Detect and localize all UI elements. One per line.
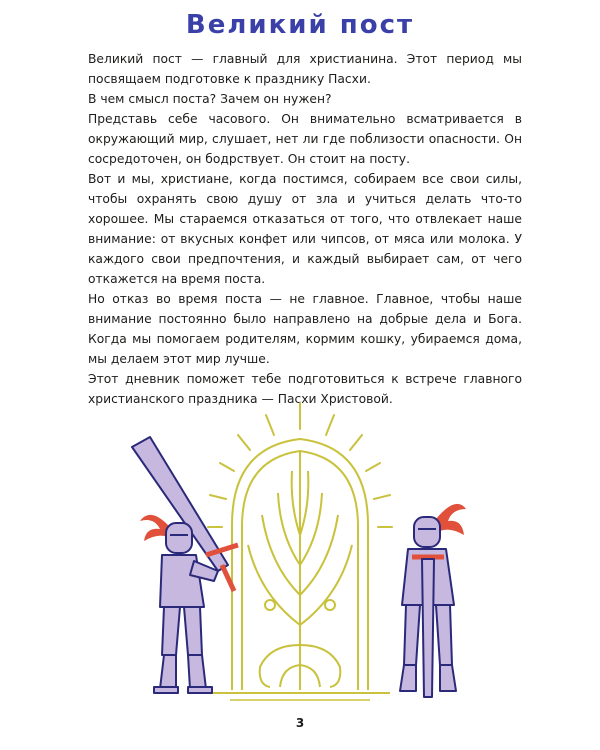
- paragraph-6: Этот дневник поможет тебе подготовиться к встрече главного христианского праздника — Пасхи Христовой.: [88, 372, 522, 406]
- page-number: 3: [295, 716, 305, 730]
- body-text: [88, 49, 522, 409]
- paragraph-4: Вот и мы, христиане, когда постимся, собираем все свои силы, чтобы охранять свою душу от зла и учиться делать что-то хорошее. Мы стараемся отказаться от того, что отвлекает наше внимание: от вкусных конфет или чипсов, от мяса или молока. У каждого свои предпочтения, и каждый выбирает сам, от чего откажется на время поста.: [88, 172, 522, 286]
- right-knight: [400, 504, 466, 697]
- paragraph-1: Великий пост — главный для христианина. Этот период мы посвящаем подготовке к празднику Пасхи.: [88, 52, 522, 86]
- knights-gate-illustration: [110, 395, 490, 715]
- paragraph-3: Представь себе часового. Он внимательно всматривается в окружающий мир, слушает, нет ли где поблизости опасности. Он сосредоточен, он бодрствует. Он стоит на посту.: [88, 112, 522, 166]
- left-knight: [132, 437, 238, 693]
- paragraph-2: В чем смысл поста? Зачем он нужен?: [88, 92, 332, 106]
- gate: [232, 439, 368, 690]
- page-title: Великий пост: [185, 10, 415, 40]
- paragraph-5: Но отказ во время поста — не главное. Главное, чтобы наше внимание постоянно было направлено на добрые дела и Бога. Когда мы помогаем родителям, кормим кошку, убираемся дома, мы делаем этот мир лучше.: [88, 292, 522, 366]
